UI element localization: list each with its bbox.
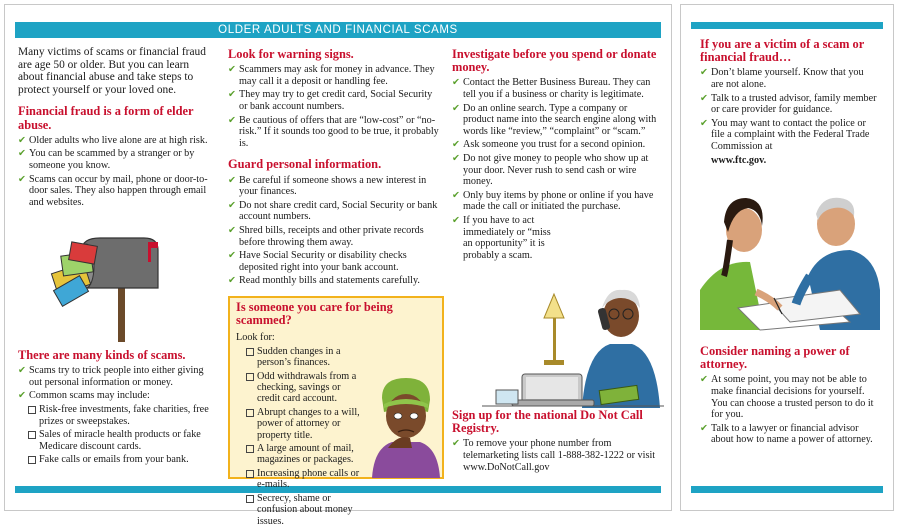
couple-reviewing-papers-illustration [700,180,880,330]
list-item: ✔ You may want to contact the police or file a complaint with the Federal Trade Commission at [700,118,878,153]
list-item: ✔ Don’t blame yourself. Know that you are not alone. [700,67,878,90]
list-item: ✔ Be careful if someone shows a new interest in your finances. [228,175,442,198]
worried-woman-illustration [368,378,442,478]
investigate-heading: Investigate before you spend or donate money. [452,47,657,75]
list-item: ✔ Contact the Better Business Bureau. They can tell you if a business or charity is legitimate. [452,77,660,100]
column-1 [18,46,216,210]
mailbox-illustration [52,236,170,344]
dnc-list [452,438,660,473]
list-item: ✔ Read monthly bills and statements carefully. [228,275,442,287]
victim-heading: If you are a victim of a scam or financial fraud… [700,37,865,65]
list-item: ✔ Shred bills, receipts and other private records before throwing them away. [228,225,442,248]
list-item: ✔ Common scams may include: [18,390,216,402]
list-item: ✔ Talk to a trusted advisor, family member or care provider for guidance. [700,93,878,116]
guard-heading: Guard personal information. [228,157,382,172]
ftc-website: www.ftc.gov. [711,154,767,166]
list-item: Sudden changes in a person’s finances. [244,346,366,369]
list-item: ✔ Do an online search. Type a company or product name into the search engine along with words like “review,” “complaint” or “scam.” [452,103,660,138]
warning-heading: Look for warning signs. [228,47,354,61]
column-2 [228,48,442,289]
poa-list [700,374,878,446]
woman-on-phone-illustration [482,282,664,408]
guard-list [228,175,442,287]
callout-list [244,346,366,527]
list-item: Risk-free investments, fake charities, free prizes or sweepstakes. [26,404,216,427]
list-item: Sales of miracle health products or fake Medicare discount cards. [26,429,216,452]
list-item: Secrecy, shame or confusion about money issues. [244,493,366,527]
warning-list [228,64,442,149]
kinds-list [18,365,216,402]
column-1-bottom [18,349,216,468]
scam-types-list [26,404,216,466]
list-item: ✔ If you have to act immediately or “miss an opportunity” it is probably a scam. [452,215,552,261]
list-item: ✔ Have Social Security or disability checks deposited right into your bank account. [228,250,442,273]
list-item: ✔ Do not give money to people who show up at your door. Never rush to send cash or wire money. [452,153,660,188]
poa-heading: Consider naming a power of attorney. [700,344,850,372]
list-item: ✔ Ask someone you trust for a second opinion. [452,139,660,151]
list-item: Increasing phone calls or e-mails. [244,468,366,491]
banner-title: OLDER ADULTS AND FINANCIAL SCAMS [15,22,661,38]
dnc-heading: Sign up for the national Do Not Call Registry. [452,408,643,436]
list-item: ✔ Scammers may ask for money in advance. They may call it a deposit or handling fee. [228,64,442,87]
list-item: Fake calls or emails from your bank. [26,454,216,466]
column-3 [452,48,660,263]
list-item: ✔ They may try to get credit card, Social Security or bank account numbers. [228,89,442,112]
bottom-band-side [691,486,883,493]
list-item: ✔ Scams try to trick people into either giving out personal information or money. [18,365,216,388]
look-for-label: Look for: [236,332,275,344]
callout-heading: Is someone you care for being scammed? [236,300,393,328]
list-item: ✔ Scams can occur by mail, phone or door-to-door sales. They also happen through email and websites. [18,174,216,209]
fraud-list [18,135,216,209]
list-item: ✔ To remove your phone number from telemarketing lists call 1-888-382-1222 or visit www.DoNotCall.gov [452,438,660,473]
list-item: ✔ At some point, you may not be able to make financial decisions for yourself. You can choose a trusted person to do it for you. [700,374,878,420]
list-item: ✔ You can be scammed by a stranger or by someone you know. [18,148,216,171]
top-band-side [691,22,883,29]
list-item: ✔ Be cautious of offers that are “low-cost” or “no-risk.” If it sounds too good to be true, it probably is. [228,115,442,150]
kinds-heading: There are many kinds of scams. [18,348,186,362]
list-item: A large amount of mail, magazines or packages. [244,443,366,466]
side-column-top [700,38,878,166]
list-item: ✔ Talk to a lawyer or financial advisor about how to name a power of attorney. [700,423,878,446]
intro-paragraph: Many victims of scams or financial fraud are age 50 or older. But you can learn about financial abuse and take steps to protect yourself or your loved one. [18,46,206,96]
list-item: Odd withdrawals from a checking, savings or credit card account. [244,371,366,405]
investigate-list [452,77,660,261]
side-column-bottom [700,345,878,448]
column-3-bottom [452,409,660,475]
list-item: Abrupt changes to a will, power of attorney or property title. [244,407,366,441]
victim-list [700,67,878,152]
list-item: ✔ Do not share credit card, Social Security or bank account numbers. [228,200,442,223]
list-item: ✔ Only buy items by phone or online if you have made the call or initiated the purchase. [452,190,660,213]
list-item: ✔ Older adults who live alone are at high risk. [18,135,216,147]
fraud-heading: Financial fraud is a form of elder abuse. [18,104,194,132]
